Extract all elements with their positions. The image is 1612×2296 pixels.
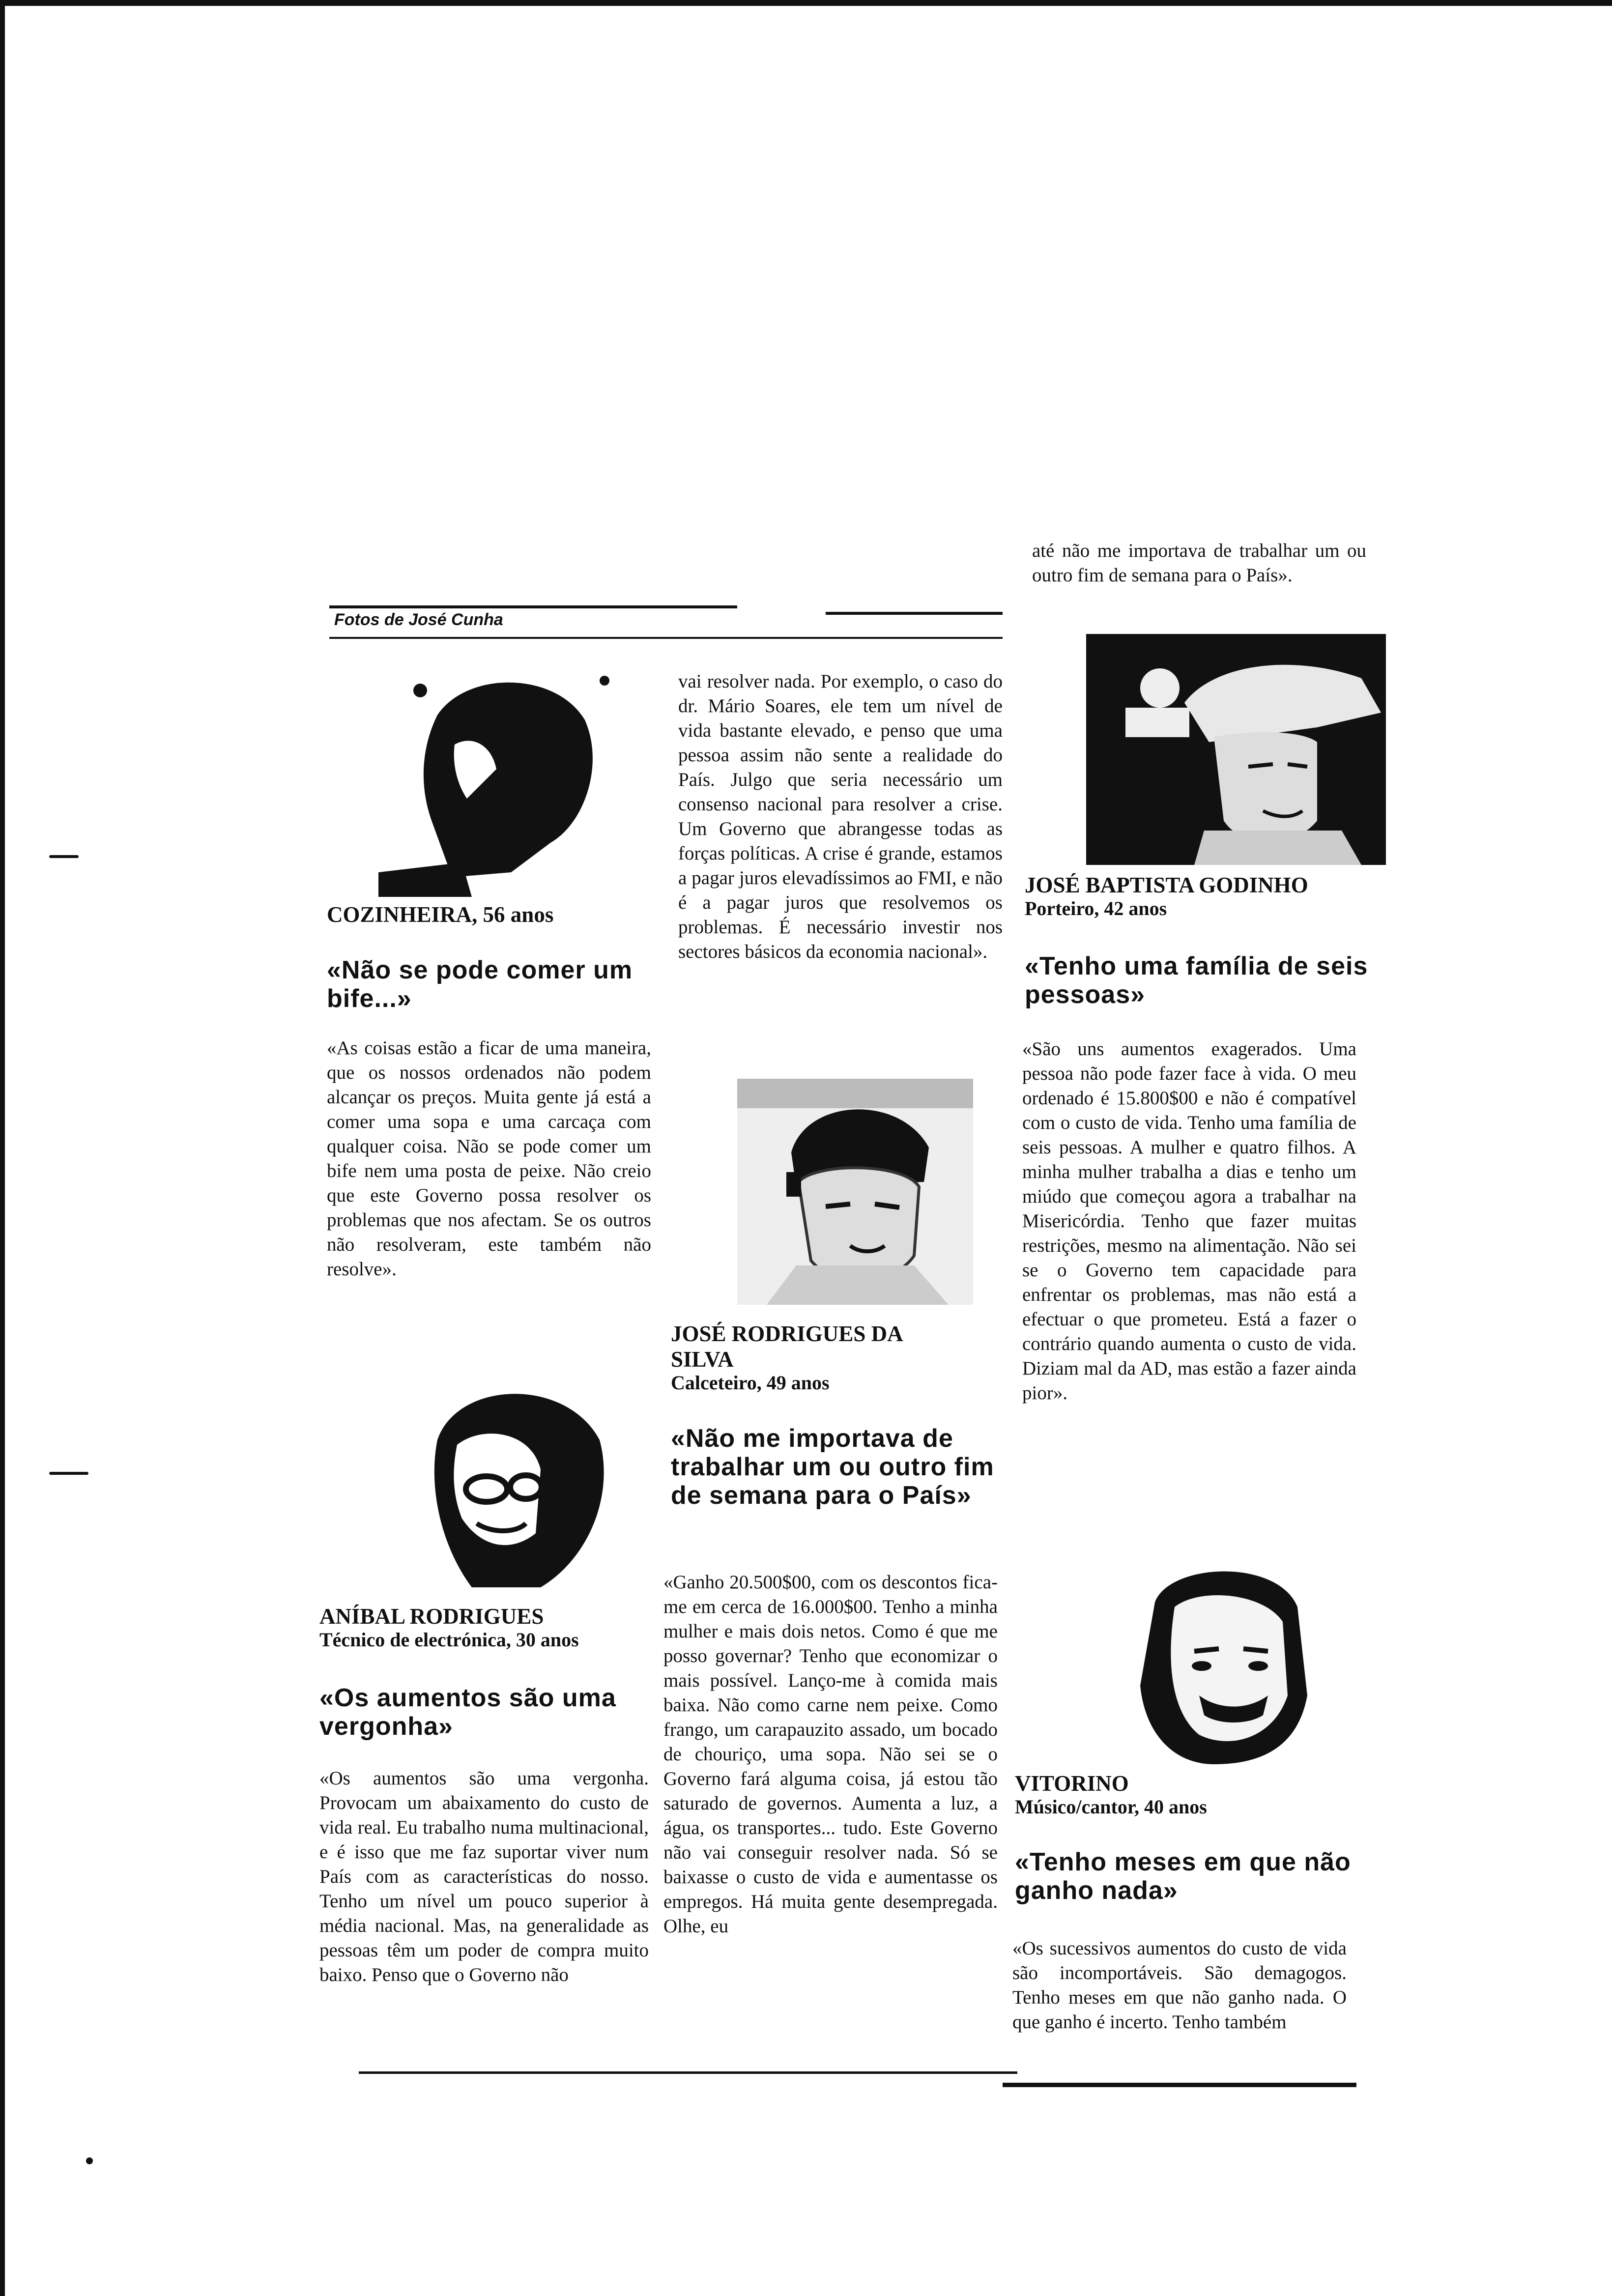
top-rule-left [329,605,737,608]
photo-credit: Fotos de José Cunha [334,610,503,629]
photo-vitorino [1101,1548,1332,1764]
photo-anibal [403,1371,609,1592]
scan-speck [49,1472,88,1475]
name-vitorino: VITORINO [1015,1771,1129,1796]
role-anibal: Técnico de electrónica, 30 anos [319,1629,579,1651]
text-cozinheira: «As coisas estão a ficar de uma maneira, que os nossos ordenados não podem alcançar os preços. Muita gente já está a comer uma sopa e uma carcaça com qualquer coisa. Não se pode comer um bife nem uma posta de peixe. Não creio que este Governo possa resolver os problemas que nos afectam. Se os outros não resolveram, este também não resolve». [327,1037,651,1280]
scan-speck [86,2157,93,2164]
headline-jose-silva: «Não me importava de trabalhar um ou outro fim de semana para o País» [671,1424,994,1510]
text-godinho: «São uns aumentos exagerados. Uma pessoa não pode fazer face à vida. O meu ordenado é 15.800$00 e não é compatível com o custo de vida. Tenho uma família de seis pessoas. A mulher e quatro filhos. A minha mulher trabalha a dias e tenho um miúdo que começou agora a trabalhar na Misericórdia. Tenho que fazer muitas restrições, mesmo na alimentação. Não sei se o Governo tem capacidade para enfrentar os problemas, mas não está a efectuar o que prometeu. Está a fazer o contrário quando aumenta o custo de vida. Diziam mal da AD, mas estão a fazer ainda pior». [1022,1038,1356,1404]
top-rule-right [826,612,1003,615]
name-godinho: JOSÉ BAPTISTA GODINHO [1025,873,1308,897]
bottom-rule-right [1003,2083,1356,2087]
scan-edge-top [0,0,1612,6]
photo-jose-silva [737,1079,973,1305]
headline-anibal: «Os aumentos são uma vergonha» [319,1684,616,1741]
photo-cozinheira [374,661,649,897]
photo-godinho [1086,634,1386,865]
role-jose-silva: Calceteiro, 49 anos [671,1372,830,1394]
text-anibal-continued: vai resolver nada. Por exemplo, o caso do dr. Mário Soares, ele tem um nível de vida bastante elevado, e penso que uma pessoa assim não sente a realidade do País. Julgo que seria necessário um consenso nacional para resolver a crise. Um Governo que abrangesse todas as forças políticas. A crise é grande, estamos a pagar juros elevadíssimos ao FMI, e não é a pagar juros que resolvemos os problemas. É necessário investir nos sectores básicos da economia nacional». [678,671,1003,962]
scan-speck [49,855,79,858]
name-cozinheira: COZINHEIRA, 56 anos [327,902,554,927]
intro-fragment: até não me importava de trabalhar um ou outro fim de semana para o País». [1032,540,1366,586]
header-rule [329,637,1003,639]
text-vitorino: «Os sucessivos aumentos do custo de vida são incomportáveis. São demagogos. Tenho meses em que não ganho nada. O que ganho é incerto. Tenho também [1012,1938,1347,2033]
headline-vitorino: «Tenho meses em que não ganho nada» [1015,1848,1351,1905]
text-jose-silva: «Ganho 20.500$00, com os descontos fica-me em cerca de 16.000$00. Tenho a minha mulher e mais dois netos. Como é que me posso governar? Tenho que economizar o mais possível. Lanço-me à comida mais baixa. Não como carne nem peixe. Como frango, um carapauzito assado, um bocado de chouriço, uma sopa. Não sei se o Governo fará alguma coisa, já estou tão saturado de governos. Aumenta a luz, a água, os transportes... tudo. Este Governo não vai conseguir resolver nada. Só se baixasse o custo de vida e aumentasse os empregos. Há muita gente desempregada. Olhe, eu [663,1572,998,1937]
role-godinho: Porteiro, 42 anos [1025,897,1167,919]
scan-edge-left [0,0,5,2296]
name-jose-silva: JOSÉ RODRIGUES DA SILVA [671,1321,902,1372]
role-vitorino: Músico/cantor, 40 anos [1015,1796,1207,1818]
text-anibal: «Os aumentos são uma vergonha. Provocam um abaixamento do custo de vida real. Eu trabalho numa multinacional, e é isso que me faz suportar viver num País com as características do nosso. Tenho um nível um pouco superior à média nacional. Mas, na generalidade as pessoas têm um poder de compra muito baixo. Penso que o Governo não [319,1768,649,1985]
headline-godinho: «Tenho uma família de seis pessoas» [1025,952,1368,1009]
name-anibal: ANÍBAL RODRIGUES [319,1604,544,1629]
headline-cozinheira: «Não se pode comer um bife...» [327,956,633,1013]
bottom-rule-left [359,2071,1017,2074]
